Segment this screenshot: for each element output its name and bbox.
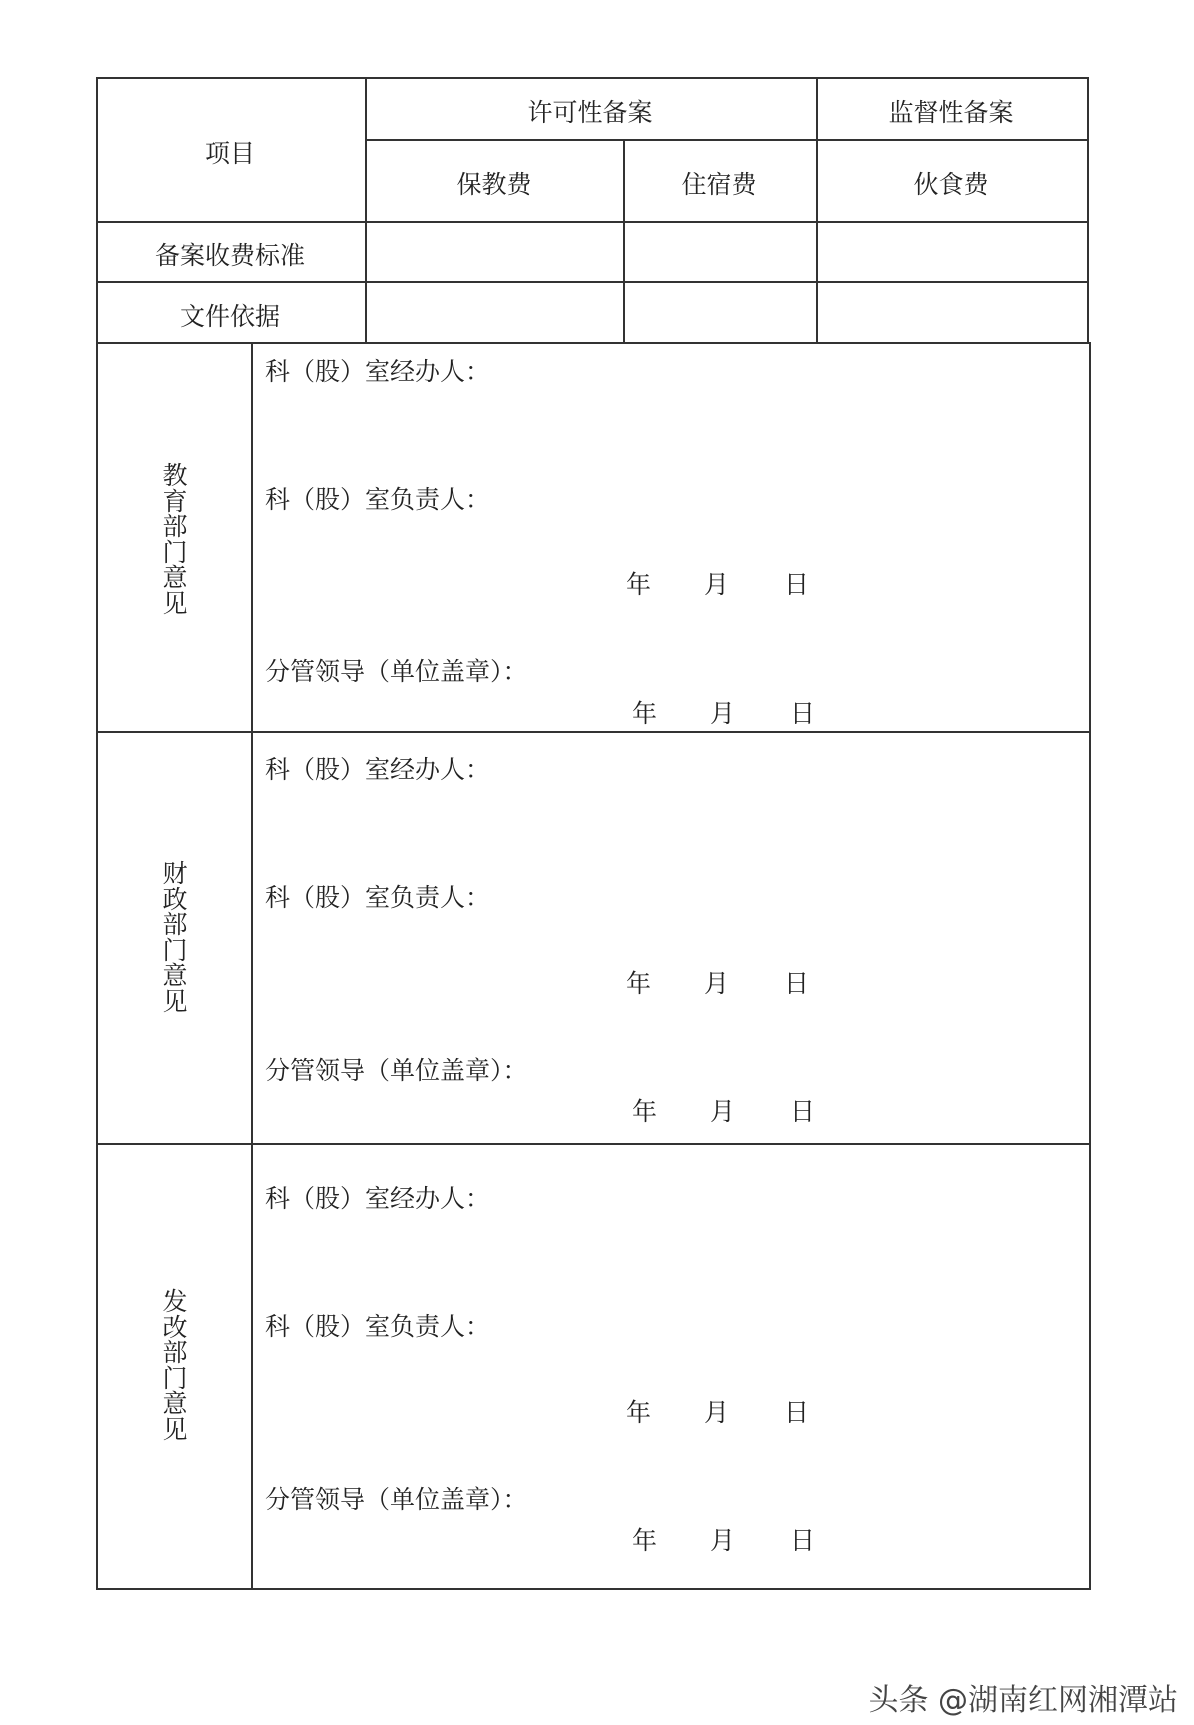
responsible-label-education: 科（股）室负责人：	[265, 485, 491, 514]
date-year: 年	[626, 1398, 652, 1427]
date-day: 日	[784, 969, 810, 998]
responsible-label-development: 科（股）室负责人：	[265, 1312, 491, 1341]
row-label-basis: 文件依据	[179, 302, 281, 331]
section-title-finance: 财政部门意见	[162, 859, 188, 1016]
table-border-bottom	[96, 1588, 1091, 1590]
leader-label-education: 分管领导（单位盖章）：	[265, 657, 528, 686]
table-border-top	[96, 77, 1089, 79]
handler-label-education: 科（股）室经办人：	[265, 357, 491, 386]
table-border-right-top	[1087, 77, 1089, 343]
table-border-left	[96, 77, 98, 1589]
date-day: 日	[790, 699, 816, 728]
header-fee-tuition: 保教费	[456, 170, 532, 199]
date-month: 月	[704, 570, 730, 599]
cell-standard-meals[interactable]	[818, 223, 1086, 280]
section-title-development: 发改部门意见	[162, 1287, 188, 1444]
date-year: 年	[626, 969, 652, 998]
cell-basis-tuition[interactable]	[367, 283, 622, 341]
section-divider-1	[96, 731, 1091, 733]
header-supervisory-filing: 监督性备案	[888, 98, 1014, 127]
handler-label-finance: 科（股）室经办人：	[265, 755, 491, 784]
date-day: 日	[784, 570, 810, 599]
header-license-filing: 许可性备案	[527, 98, 653, 127]
date-year: 年	[632, 1526, 658, 1555]
handler-label-development: 科（股）室经办人：	[265, 1184, 491, 1213]
date-month: 月	[710, 1097, 736, 1126]
date-day: 日	[784, 1398, 810, 1427]
header-fee-accommodation: 住宿费	[681, 170, 757, 199]
responsible-label-finance: 科（股）室负责人：	[265, 883, 491, 912]
date-month: 月	[710, 699, 736, 728]
leader-label-development: 分管领导（单位盖章）：	[265, 1485, 528, 1514]
cell-standard-tuition[interactable]	[367, 223, 622, 280]
header-item: 项目	[204, 139, 256, 168]
header-fee-meals: 伙食费	[913, 170, 989, 199]
row-label-standard: 备案收费标准	[154, 241, 306, 270]
section-label-divider	[251, 342, 253, 1589]
leader-label-finance: 分管领导（单位盖章）：	[265, 1056, 528, 1085]
section-title-education: 教育部门意见	[162, 461, 188, 618]
section-divider-2	[96, 1143, 1091, 1145]
cell-basis-accommodation[interactable]	[625, 283, 815, 341]
header-divider-mid	[366, 139, 1089, 141]
source-watermark: 头条 @湖南红网湘潭站	[868, 1683, 1178, 1718]
date-year: 年	[632, 1097, 658, 1126]
date-month: 月	[704, 969, 730, 998]
cell-basis-meals[interactable]	[818, 283, 1086, 341]
row-divider-2	[96, 342, 1091, 344]
date-day: 日	[790, 1526, 816, 1555]
date-year: 年	[632, 699, 658, 728]
date-day: 日	[790, 1097, 816, 1126]
date-month: 月	[704, 1398, 730, 1427]
date-month: 月	[710, 1526, 736, 1555]
table-border-right-bottom	[1089, 342, 1091, 1589]
cell-standard-accommodation[interactable]	[625, 223, 815, 280]
date-year: 年	[626, 570, 652, 599]
